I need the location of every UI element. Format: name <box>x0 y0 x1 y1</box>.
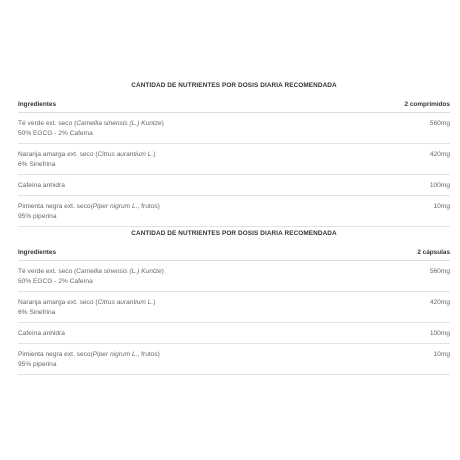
table-row <box>18 292 450 323</box>
header-dose: 2 cápsulas <box>417 248 450 256</box>
ingredient-cell: Pimienta negra ext. seco(Piper nigrum L., frutos) 95% piperina <box>18 203 160 220</box>
table-row <box>18 344 450 375</box>
header-ingredients: Ingredientes <box>18 100 56 108</box>
ingredient-cell: Cafeína anhidra <box>18 182 65 189</box>
ingredient-cell: Té verde ext. seco (Camellia sinensis (L.) Kuntze) 50% EGCG - 2% Cafeína <box>18 268 164 285</box>
ingredient-spec: 6% Sinefrina <box>18 309 56 316</box>
table-row <box>18 113 450 144</box>
table-row <box>18 196 450 227</box>
ingredient-cell: Té verde ext. seco (Camellia sinensis (L.) Kuntze) 50% EGCG - 2% Cafeína <box>18 120 164 137</box>
quantity-cell: 560mg <box>429 120 450 127</box>
quantity-cell: 420mg <box>429 151 450 158</box>
quantity-cell: 10mg <box>433 203 450 210</box>
ingredient-cell: Naranja amarga ext. seco (Citrus aurantium L.) 6% Sinefrina <box>18 299 156 316</box>
table-row <box>18 144 450 175</box>
ingredient-spec: 6% Sinefrina <box>18 161 56 168</box>
quantity-cell: 560mg <box>429 268 450 275</box>
header-dose: 2 comprimidos <box>404 100 450 108</box>
table-row <box>18 261 450 292</box>
table-row <box>18 323 450 344</box>
ingredient-spec: 50% EGCG - 2% Cafeína <box>18 278 93 285</box>
table-title: CANTIDAD DE NUTRIENTES POR DOSIS DIARIA RECOMENDADA <box>131 82 337 89</box>
ingredient-cell: Pimienta negra ext. seco(Piper nigrum L., frutos) 95% piperina <box>18 351 160 368</box>
table-title: CANTIDAD DE NUTRIENTES POR DOSIS DIARIA RECOMENDADA <box>131 230 337 237</box>
ingredient-spec: 50% EGCG - 2% Cafeína <box>18 130 93 137</box>
quantity-cell: 100mg <box>429 182 450 189</box>
ingredient-cell: Cafeína anhidra <box>18 330 65 337</box>
quantity-cell: 10mg <box>433 351 450 358</box>
quantity-cell: 420mg <box>429 299 450 306</box>
nutrients-table-tablets <box>18 80 450 227</box>
table-row <box>18 175 450 196</box>
header-ingredients: Ingredientes <box>18 248 56 256</box>
ingredient-spec: 95% piperina <box>18 213 57 220</box>
quantity-cell: 100mg <box>429 330 450 337</box>
table-header <box>18 96 450 113</box>
ingredient-cell: Naranja amarga ext. seco (Citrus aurantium L.) 6% Sinefrina <box>18 151 156 168</box>
ingredient-spec: 95% piperina <box>18 361 57 368</box>
nutrients-table-capsules <box>18 228 450 375</box>
table-header <box>18 244 450 261</box>
